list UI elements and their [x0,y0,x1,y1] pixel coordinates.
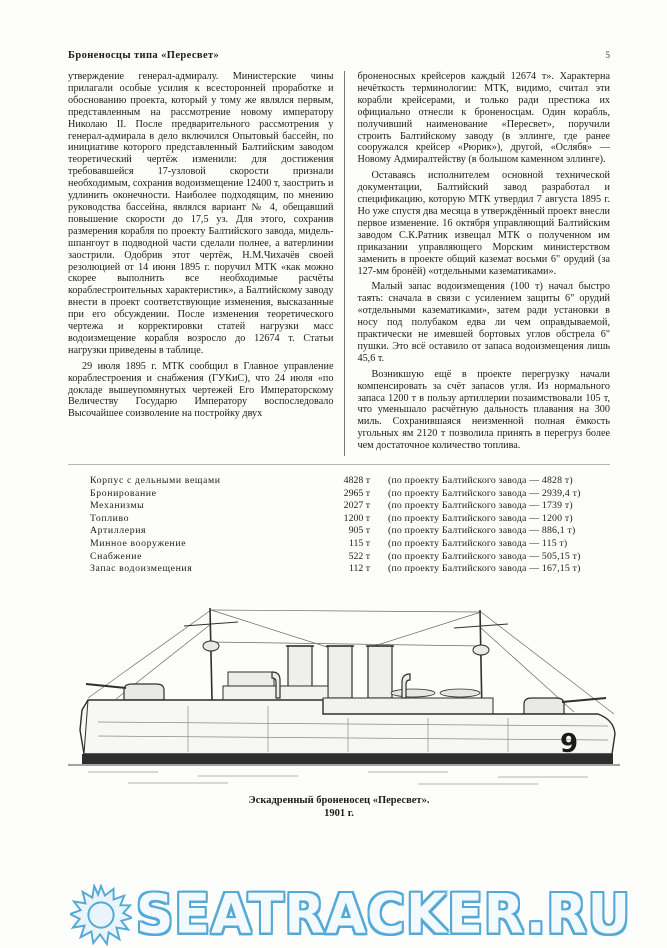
table-row [90,513,610,526]
caption-line-2: 1901 г. [324,807,354,819]
row-note: (по проекту Балтийского завода — 886,1 т) [388,525,576,537]
row-label: Механизмы [90,500,145,512]
row-value: 905 т [348,525,370,537]
row-note: (по проекту Балтийского завода — 167,15 т) [388,563,581,575]
row-note: (по проекту Балтийского завода — 1200 т) [388,512,573,524]
battleship-drawing-image [68,602,620,790]
table-row [90,563,610,576]
row-label: Бронирование [90,487,157,499]
right-column [345,71,610,456]
left-column [68,71,344,456]
watermark-text: SEATRACKER.RU [136,883,631,947]
paragraph: Возникшую ещё в проекте перегрузку начали компенсировать за счёт запасов угля. Из нормального запаса 1200 т в пользу артиллерии позаимствовали 105 т, что уменьшало расчётную дальность плавания на 300 миль. Сохранившаяся неизменной полная ёмкость угольных ям 2120 т позволила принять в перегруз более чем достаточное количество топлива. [357,368,610,452]
row-note: (по проекту Балтийского завода — 1739 т) [388,500,573,512]
row-value: 522 т [348,550,370,562]
caption-line-1: Эскадренный броненосец «Пересвет». [248,794,430,806]
table-row [90,525,610,538]
row-label: Минное вооружение [90,538,187,550]
paragraph: Оставаясь исполнителем основной технической документации, Балтийский завод разработал и спецификацию, которую МТК утвердил 7 августа 1895 г. Но уже спустя два месяца в утверждённый проект внесли первое изменение. 16 октября управляющий Балтийским заводом С.К.Ратник извещал МТК о полученном им приказании управляющего Морским министерством заменить в проекте общий каземат восьми 6" орудий (за 127-мм бронёй) «отдельными казематиками». [357,170,610,277]
section-divider [68,464,610,465]
page-number: 5 [605,50,610,60]
page-header [68,50,610,61]
paragraph: Малый запас водоизмещения (100 т) начал быстро таять: сначала в связи с усилением защиты 6" орудий «отдельными казематиками», затем ради установки в носу под полубаком едва ли чем оправдываемой, практически не имевшей бортовых углов обстрела 6" пушки. Это всё оставило от запаса водоизмещения лишь 45,6 т. [357,281,610,364]
hull-number: 9 [560,728,579,759]
row-note: (по проекту Балтийского завода — 115 т) [388,538,568,550]
page-title: Броненосцы типа «Пересвет» [68,50,220,61]
figure-caption [68,794,610,820]
row-value: 2027 т [343,500,370,512]
row-value: 2965 т [343,487,370,499]
row-label: Корпус с дельными вещами [90,475,221,487]
load-table [68,475,610,576]
row-note: (по проекту Балтийского завода — 4828 т) [388,475,573,487]
text-columns [68,71,610,456]
table-row [90,488,610,501]
table-row [90,500,610,513]
row-value: 115 т [348,538,370,550]
row-label: Артиллерия [90,525,147,537]
table-row [90,475,610,488]
row-label: Запас водоизмещения [90,563,193,575]
row-value: 112 т [348,563,370,575]
table-row [90,538,610,551]
row-value: 1200 т [343,512,370,524]
row-note: (по проекту Балтийского завода — 505,15 т) [388,550,581,562]
paragraph: утверждение генерал-адмиралу. Министерские чины прилагали особые усилия к всесторонней проработке и обоснованию проекта, который у тому же являлся первым, представленным на рассмотрение новому императору Николаю II. После предварительного рассмотрения у генерал-адмирала в дело включился Опытовый бассейн, по инициативе которого представленный Балтийским заводом теоретический чертёж изменили: для достижения требовавшейся 17-узловой скорости признали необходимым, сохранив водоизмещение 12400 т, заострить и удлинить оконечности. Наиболее подходящим, по мнению руководства бассейна, являлся вариант № 4, обещавший повышение скорости до 17,5 уз. Для этого, сохранив размерения корабля по проекту Балтийского завода, мидель-шпангоут в подводной части сделали полнее, а ватерлинии заострили. Одобрив этот чертёж, Н.М.Чихачёв своей резолюцией от 14 июня 1895 г. поручил МТК «как можно скорее выполнить все необходимые расчёты кораблестроительных характеристик», а Балтийскому заводу внести в проект соответствующие изменения, высказанные при его обсуждении. После изменения теоретического чертежа и корректировки статей нагрузки масс водоизмещение корабля возросло до 12674 т. Статьи нагрузки приведены в таблице. [68,71,334,356]
paragraph: 29 июля 1895 г. МТК сообщил в Главное управление кораблестроения и снабжения (ГУКиС), что 24 июля «по докладе вышеупомянутых чертежей Его Императорскому Величеству Государю Императору воспоследовало Высочайшее соизволение на постройку двух [68,360,334,420]
paragraph: броненосных крейсеров каждый 12674 т». Характерна нечёткость терминологии: МТК, видимо, считал эти корабли крейсерами, и только ради престижа их официально отнесли к броненосцам. Один корабль, получивший наименование «Пересвет», поручили строить Балтийскому заводу (в эллинге, где ранее сооружался крейсер «Рюрик»), другой, «Ослябя» — Новому Адмиралтейству (в большом каменном эллинге). [357,71,610,166]
row-value: 4828 т [343,475,370,487]
ship-figure [68,602,610,820]
row-label: Топливо [90,512,130,524]
row-label: Снабжение [90,550,143,562]
row-note: (по проекту Балтийского завода — 2939,4 т) [388,487,581,499]
table-row [90,551,610,564]
